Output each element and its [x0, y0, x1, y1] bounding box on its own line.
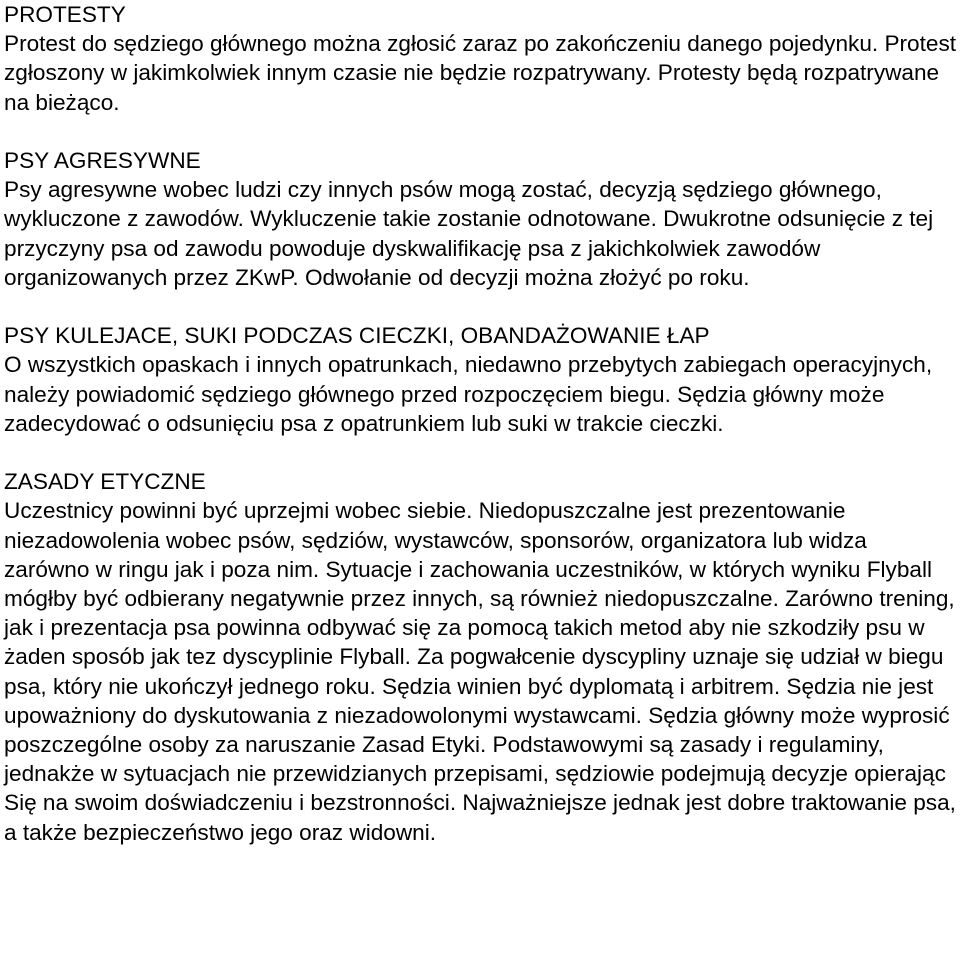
document-page: [4, 0, 958, 847]
section-heading: PSY KULEJACE, SUKI PODCZAS CIECZKI, OBANDAŻOWANIE ŁAP: [4, 323, 710, 349]
section-text: Psy agresywne wobec ludzi czy innych psów mogą zostać, decyzją sędziego głównego, wykluczone z zawodów. Wykluczenie takie zostanie odnotowane. Dwukrotne odsunięcie z tej przyczyny psa od zawodu powoduje dyskwalifikację psa z jakichkolwiek zawodów organizowanych przez ZKwP. Odwołanie od decyzji można złożyć po roku.: [4, 177, 934, 290]
section-heading: PROTESTY: [4, 2, 126, 27]
section-heading: PSY AGRESYWNE: [4, 148, 201, 173]
section-protesty: [4, 0, 958, 117]
section-text: O wszystkich opaskach i innych opatrunkach, niedawno przebytych zabiegach operacyjnych, należy powiadomić sędziego głównego przed rozpoczęciem biegu. Sędzia główny może zadecydować o odsunięciu psa z opatrunkiem lub suki w trakcie cieczki.: [4, 352, 933, 436]
section-text: Uczestnicy powinni być uprzejmi wobec siebie. Niedopuszczalne jest prezentowanie niezadowolenia wobec psów, sędziów, wystawców, sponsorów, organizatora lub widza zarówno w ringu jak i poza nim. Sytuacje i zachowania uczestników, w których wyniku Flyball mógłby być odbierany negatywnie przez innych, są również niedopuszczalne. Zarówno trening, jak i prezentacja psa powinna odbywać się za pomocą takich metod aby nie szkodziły psu w żaden sposób jak tez dyscyplinie Flyball. Za pogwałcenie dyscypliny uznaje się udział w biegu psa, który nie ukończył jednego roku. Sędzia winien być dyplomatą i arbitrem. Sędzia nie jest upoważniony do dyskutowania z niezadowolonymi wystawcami. Sędzia główny może wyprosić poszczególne osoby za naruszanie Zasad Etyki. Podstawowymi są zasady i regulaminy, jednakże w sytuacjach nie przewidzianych przepisami, sędziowie podejmują decyzje opierając Się na swoim doświadczeniu i bezstronności. Najważniejsze jednak jest dobre traktowanie psa, a także bezpieczeństwo jego oraz widowni.: [4, 498, 956, 845]
section-text: Protest do sędziego głównego można zgłosić zaraz po zakończeniu danego pojedynku. Protest zgłoszony w jakimkolwiek innym czasie nie będzie rozpatrywany. Protesty będą rozpatrywane na bieżąco.: [4, 31, 957, 115]
section-psy-agresywne: [4, 146, 958, 292]
section-psy-kulejace: [4, 321, 958, 438]
section-heading: ZASADY ETYCZNE: [4, 469, 206, 495]
section-zasady-etyczne: [4, 467, 958, 847]
